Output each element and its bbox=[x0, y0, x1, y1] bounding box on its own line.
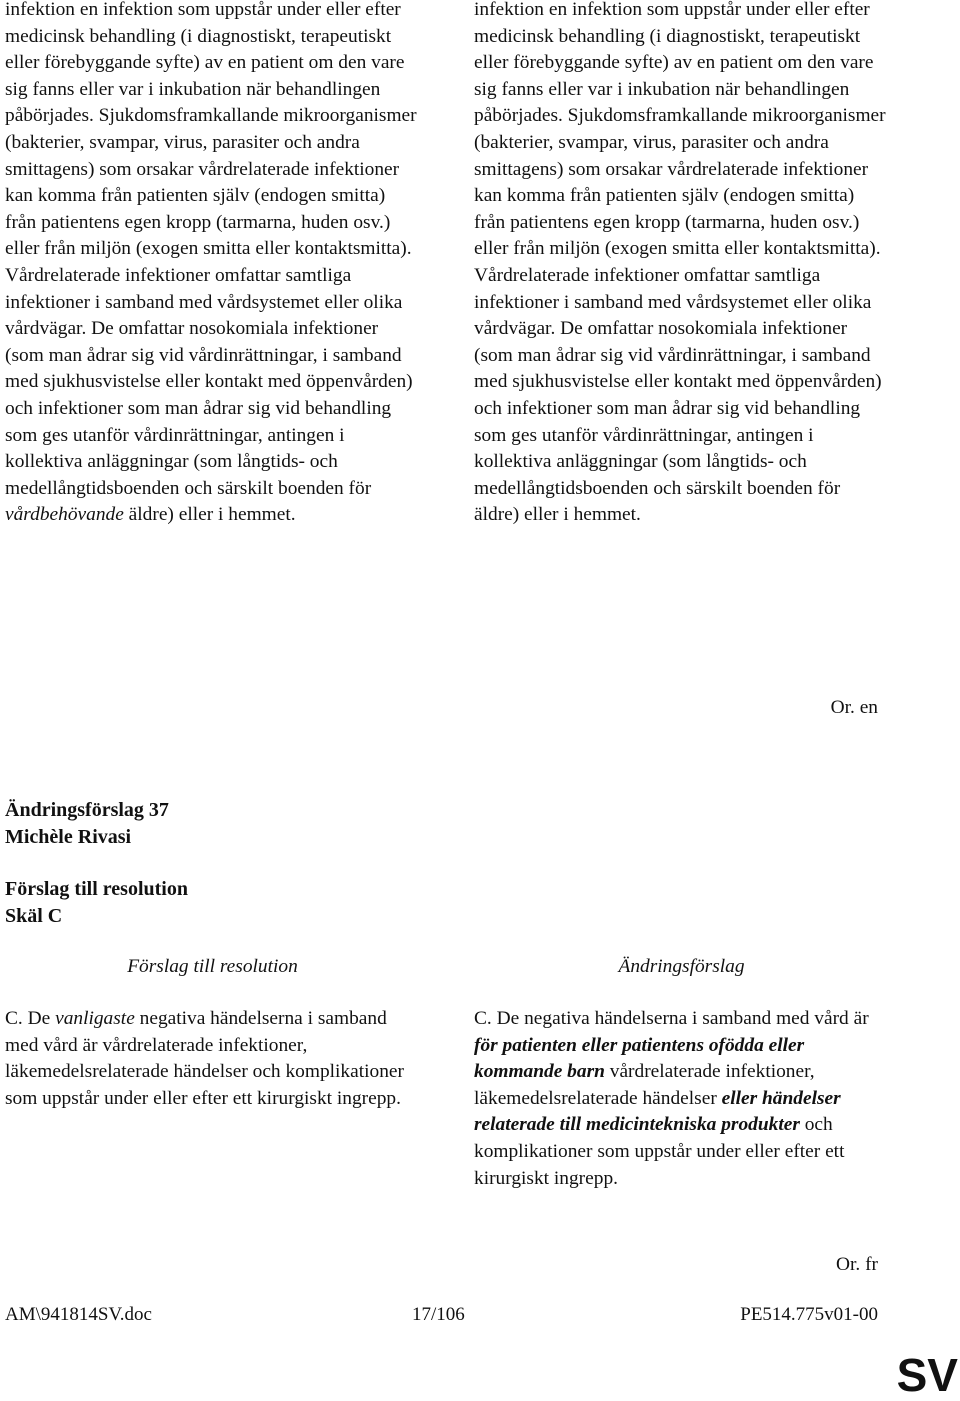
changed-word: vanligaste bbox=[55, 1008, 135, 1029]
amendment-author: Michèle Rivasi bbox=[5, 826, 132, 848]
amendment-36-original-text bbox=[5, 0, 420, 529]
amendment-header bbox=[5, 797, 169, 851]
paragraph: infektion en infektion som uppstår under eller efter medicinsk behandling (i diagnostiskt, terapeutiskt eller förebyggande syfte) av en patient om den vare sig fanns eller var i inkubation när behandlingen påbörjades. Sjukdomsframkallande mikroorganismer (bakterier, svampar, virus, parasiter och andra smittagens) som orsakar vårdrelaterade infektioner kan komma från patienten själv (endogen smitta) från patientens egen kropp (tarmarna, huden osv.) eller från miljön (exogen smitta eller kontaktsmitta). Vårdrelaterade infektioner omfattar samtliga infektioner i samband med vårdsystemet eller olika vårdvägar. De omfattar nosokomiala infektioner (som man ådrar sig vid vårdinrättningar, i samband med sjukhusvistelse eller kontakt med öppenvården) och infektioner som man ådrar sig vid behandling som ges utanför vårdinrättningar, antingen i kollektiva anläggningar (som långtids- och medellångtidsboenden och särskilt boenden för äldre) eller i hemmet. bbox=[474, 0, 886, 526]
original-language-en: Or. en bbox=[830, 697, 878, 718]
footer-page-number: 17/106 bbox=[412, 1304, 465, 1325]
deleted-word: vårdbehövande bbox=[5, 504, 124, 526]
column-heading-amendment: Ändringsförslag bbox=[618, 956, 745, 977]
amendment-target bbox=[5, 876, 188, 930]
recital-c-amended bbox=[474, 1006, 889, 1192]
inserted-text: för patienten eller patientens ofödda eller kommande barn bbox=[474, 1034, 805, 1083]
paragraph: C. De negativa händelserna i samband med vård är för patienten eller patientens ofödda eller kommande barn vårdrelaterade infektioner, läkemedelsrelaterade händelser eller händelser relaterade till medicintekniska produkter och komplikationer som uppstår under eller efter ett kirurgiskt ingrepp. bbox=[474, 1008, 869, 1189]
section-reference: Skäl C bbox=[5, 905, 63, 927]
recital-c-original bbox=[5, 1006, 420, 1112]
footer-file-name: AM\941814SV.doc bbox=[5, 1304, 152, 1325]
inserted-text: eller händelser relaterade till medicintekniska produkter bbox=[474, 1087, 841, 1136]
amendment-number: Ändringsförslag 37 bbox=[5, 799, 169, 821]
column-heading-original: Förslag till resolution bbox=[127, 956, 298, 977]
language-code: SV bbox=[896, 1349, 958, 1401]
footer-reference: PE514.775v01-00 bbox=[740, 1304, 878, 1325]
document-type: Förslag till resolution bbox=[5, 878, 188, 900]
paragraph: infektion en infektion som uppstår under eller efter medicinsk behandling (i diagnostiskt, terapeutiskt eller förebyggande syfte) av en patient om den vare sig fanns eller var i inkubation när behandlingen påbörjades. Sjukdomsframkallande mikroorganismer (bakterier, svampar, virus, parasiter och andra smittagens) som orsakar vårdrelaterade infektioner kan komma från patienten själv (endogen smitta) från patientens egen kropp (tarmarna, huden osv.) eller från miljön (exogen smitta eller kontaktsmitta). Vårdrelaterade infektioner omfattar samtliga infektioner i samband med vårdsystemet eller olika vårdvägar. De omfattar nosokomiala infektioner (som man ådrar sig vid vårdinrättningar, i samband med sjukhusvistelse eller kontakt med öppenvården) och infektioner som man ådrar sig vid behandling som ges utanför vårdinrättningar, antingen i kollektiva anläggningar (som långtids- och medellångtidsboenden och särskilt boenden för vårdbehövande äldre) eller i hemmet. bbox=[5, 0, 417, 526]
original-language-fr: Or. fr bbox=[836, 1254, 878, 1275]
amendment-36-amended-text bbox=[474, 0, 889, 529]
paragraph: C. De vanligaste negativa händelserna i samband med vård är vårdrelaterade infektioner, läkemedelsrelaterade händelser och komplikationer som uppstår under eller efter ett kirurgiskt ingrepp. bbox=[5, 1008, 404, 1109]
